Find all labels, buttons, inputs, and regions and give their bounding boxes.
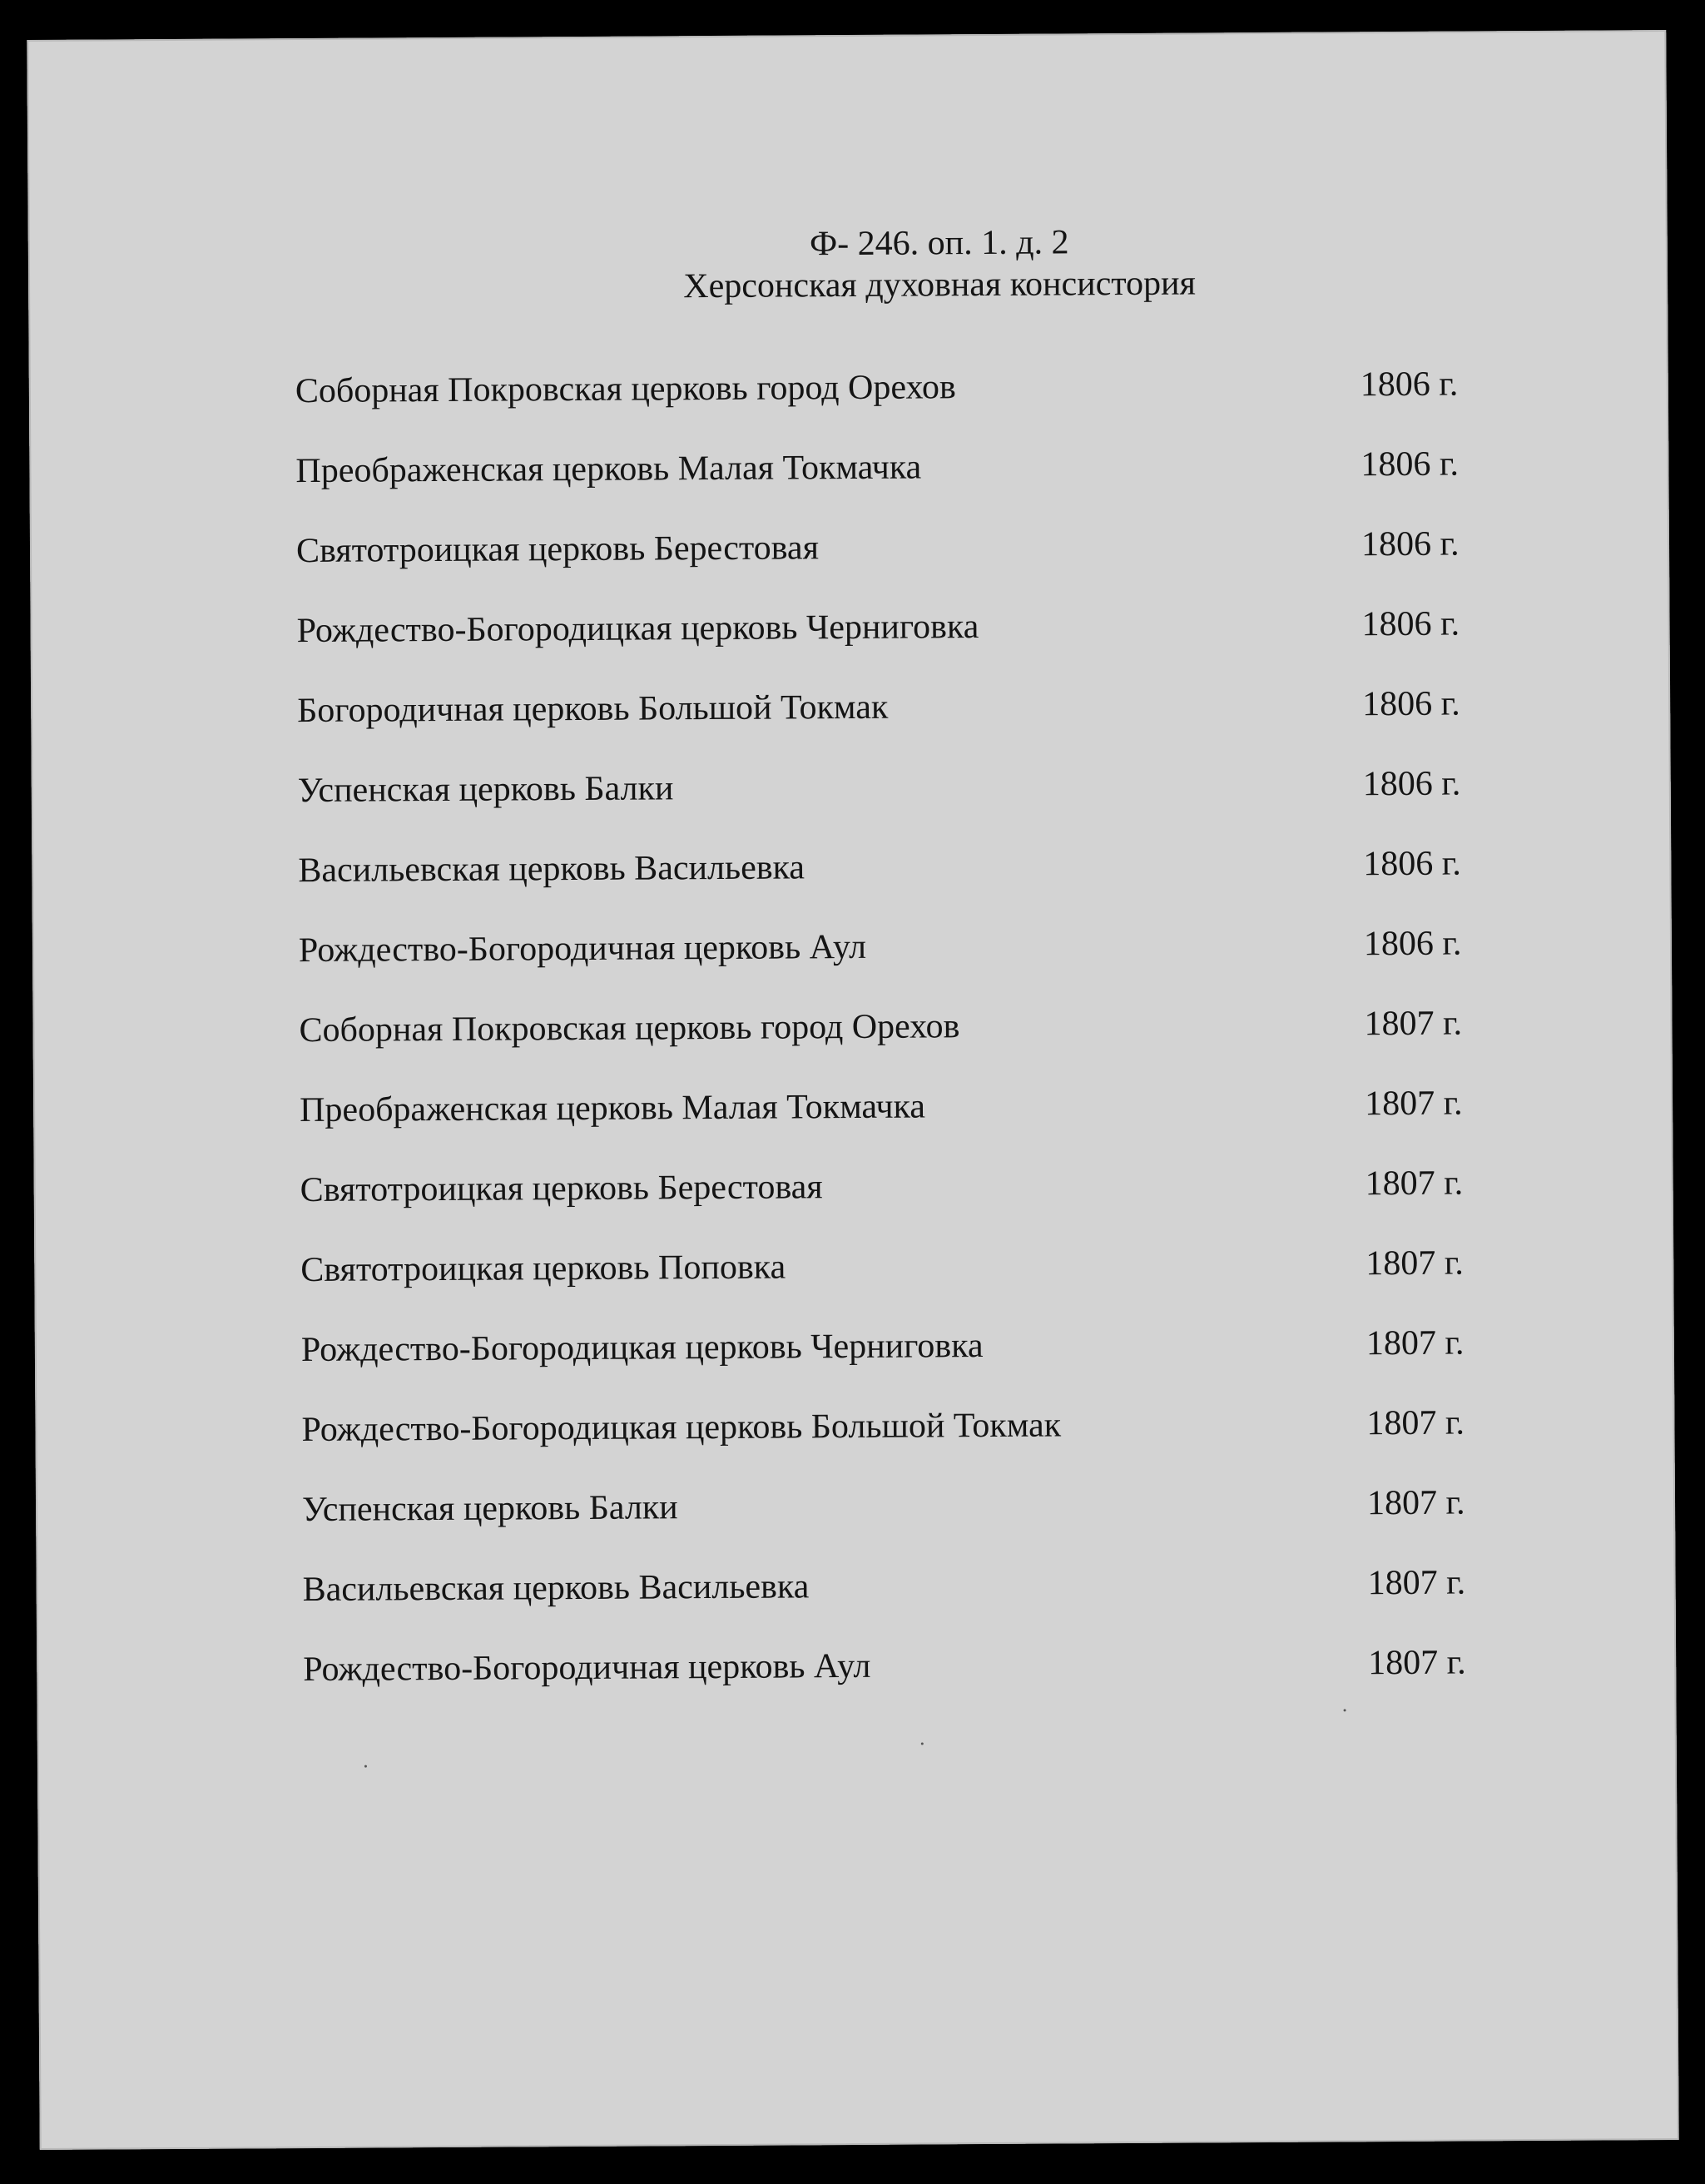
dust-speck xyxy=(364,1765,367,1768)
list-item xyxy=(297,663,1479,751)
list-item xyxy=(296,583,1479,671)
year-label: 1807 г. xyxy=(1364,1004,1463,1044)
list-item xyxy=(297,743,1479,831)
year-label: 1807 г. xyxy=(1368,1643,1466,1683)
church-name: Рождество-Богородичная церковь Аул xyxy=(303,1646,871,1690)
year-label: 1806 г. xyxy=(1361,604,1460,644)
year-label: 1807 г. xyxy=(1366,1403,1465,1443)
year-label: 1806 г. xyxy=(1362,684,1460,724)
list-item xyxy=(295,344,1478,431)
church-name: Рождество-Богородичная церковь Аул xyxy=(298,927,867,970)
church-name: Святотроицкая церковь Берестовая xyxy=(295,529,820,571)
year-label: 1806 г. xyxy=(1363,844,1461,884)
church-name: Васильевская церковь Васильевка xyxy=(298,848,805,891)
church-name: Преображенская церковь Малая Токмачка xyxy=(299,1087,926,1130)
church-name: Рождество-Богородицкая церковь Черниговка xyxy=(300,1327,984,1370)
year-label: 1807 г. xyxy=(1365,1164,1464,1204)
archive-reference: Ф- 246. оп. 1. д. 2 xyxy=(809,223,1069,264)
church-name: Успенская церковь Балки xyxy=(297,769,674,811)
year-label: 1806 г. xyxy=(1361,524,1460,564)
church-name: Успенская церковь Балки xyxy=(301,1488,678,1530)
list-item xyxy=(302,1462,1484,1550)
year-label: 1806 г. xyxy=(1360,365,1459,405)
year-label: 1806 г. xyxy=(1363,924,1462,964)
organization-title: Херсонская духовная консистория xyxy=(683,264,1197,306)
church-name: Рождество-Богородицкая церковь Большой Токмак xyxy=(301,1406,1062,1450)
year-label: 1807 г. xyxy=(1367,1563,1466,1603)
list-item xyxy=(301,1303,1484,1390)
church-name: Васильевская церковь Васильевка xyxy=(302,1567,810,1610)
list-item xyxy=(299,903,1481,990)
dust-speck xyxy=(1344,1709,1346,1711)
year-label: 1806 г. xyxy=(1362,764,1461,804)
church-name: Соборная Покровская церковь город Орехов xyxy=(295,368,956,411)
list-item xyxy=(299,983,1481,1070)
church-name: Соборная Покровская церковь город Орехов xyxy=(299,1007,960,1050)
year-label: 1807 г. xyxy=(1365,1323,1465,1363)
list-item xyxy=(302,1542,1484,1630)
year-label: 1807 г. xyxy=(1364,1084,1463,1124)
list-item xyxy=(301,1382,1484,1470)
dust-speck xyxy=(921,1742,924,1745)
church-name: Святотроицкая церковь Берестовая xyxy=(300,1168,823,1210)
document-page xyxy=(27,30,1678,2150)
year-label: 1806 г. xyxy=(1361,444,1460,484)
list-item xyxy=(303,1622,1485,1710)
list-item xyxy=(295,424,1478,511)
list-item xyxy=(300,1143,1482,1230)
list-item xyxy=(300,1223,1483,1310)
church-list xyxy=(295,344,1485,1710)
church-name: Святотроицкая церковь Поповка xyxy=(300,1248,786,1290)
church-name: Преображенская церковь Малая Токмачка xyxy=(295,448,922,491)
list-item xyxy=(300,1063,1482,1150)
church-name: Рождество-Богородицкая церковь Черниговка xyxy=(296,608,979,651)
year-label: 1807 г. xyxy=(1366,1483,1465,1523)
list-item xyxy=(296,504,1479,591)
church-name: Богородичная церковь Большой Токмак xyxy=(297,687,889,731)
year-label: 1807 г. xyxy=(1365,1243,1464,1283)
list-item xyxy=(298,823,1480,911)
